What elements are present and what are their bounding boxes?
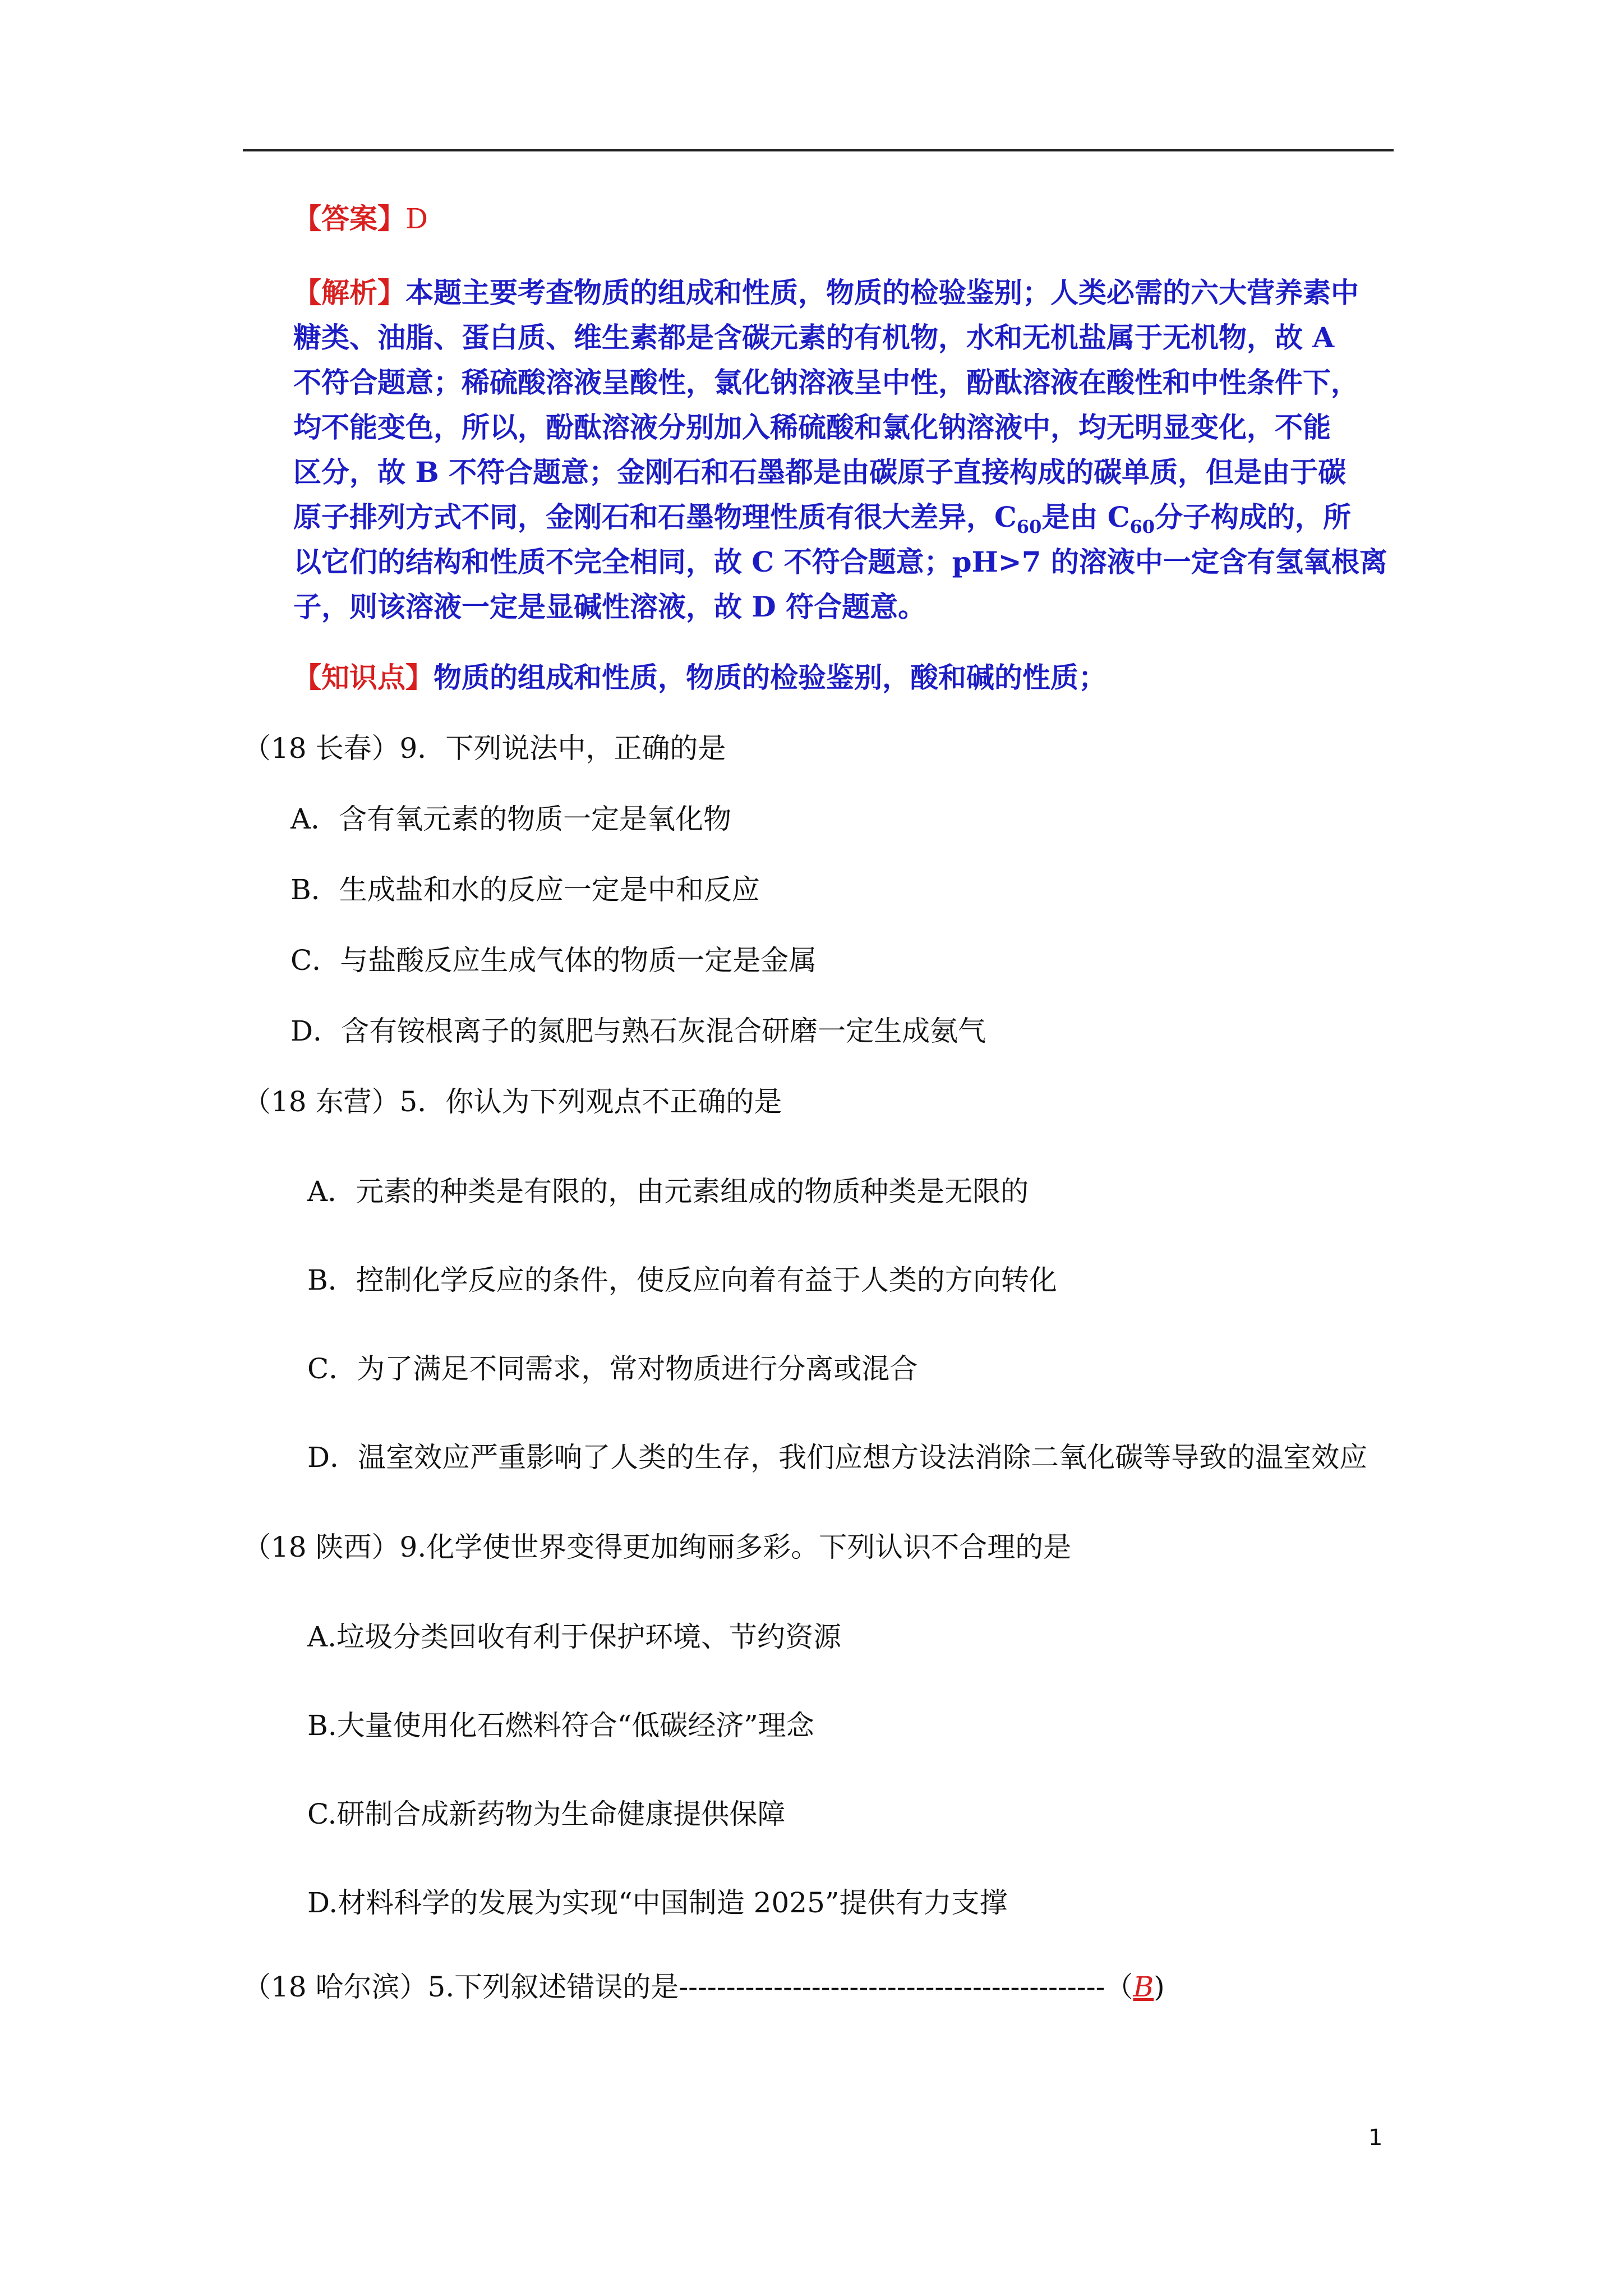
analysis-line-1: 本题主要考查物质的组成和性质，物质的检验鉴别；人类必需的六大营养素中 [405,276,1359,309]
header-rule [243,149,1394,151]
option-b: B．控制化学反应的条件，使反应向着有益于人类的方向转化 [307,1264,1057,1296]
answer-label: 【答案】 [293,202,405,235]
analysis-line-5: 区分，故 B 不符合题意；金刚石和石墨都是由碳原子直接构成的碳单质，但是由于碳 [293,455,1347,489]
option-a: A．含有氧元素的物质一定是氧化物 [291,803,732,835]
option-d: D．含有铵根离子的氮肥与熟石灰混合研磨一定生成氨气 [291,1015,986,1047]
question-stem: （18 东营）5．你认为下列观点不正确的是 [243,1085,782,1118]
analysis-line-6a: 原子排列方式不同，金刚石和石墨物理性质有很大差异，C [293,500,1017,533]
option-b: B.大量使用化石燃料符合“低碳经济”理念 [307,1709,814,1742]
option-c: C.研制合成新药物为生命健康提供保障 [307,1798,786,1830]
analysis-label: 【解析】 [293,276,405,309]
answer-leader-dashes: --------------------------------------------- [679,1971,1105,2003]
option-a: A.垃圾分类回收有利于保护环境、节约资源 [307,1621,842,1653]
analysis-line-6b: 是由 C [1041,500,1130,533]
option-d: D．温室效应严重影响了人类的生存，我们应想方设法消除二氧化碳等导致的温室效应 [307,1441,1368,1474]
paren-close: ) [1154,1971,1165,2003]
analysis-line-6 [293,495,1394,540]
knowledge-point [243,655,1394,700]
analysis-block [243,270,1394,629]
subscript-60: 60 [1129,516,1155,537]
option-c: C．为了满足不同需求，常对物质进行分离或混合 [307,1352,918,1385]
subscript-60: 60 [1016,516,1042,537]
answer-value: D [405,203,428,235]
page-number: 1 [1368,2125,1383,2151]
question-stem: （18 陕西）9.化学使世界变得更加绚丽多彩。下列认识不合理的是 [243,1531,1072,1563]
option-b: B．生成盐和水的反应一定是中和反应 [291,873,760,906]
analysis-line-2: 糖类、油脂、蛋白质、维生素都是含碳元素的有机物，水和无机盐属于无机物，故 A [293,321,1335,354]
paren-open: （ [1105,1971,1133,2003]
question-stem: （18 长春）9．下列说法中，正确的是 [243,732,726,765]
analysis-line-6c: 分子构成的，所 [1155,500,1352,533]
analysis-line-8: 子，则该溶液一定是显碱性溶液，故 D 符合题意。 [293,590,926,623]
question-text: （18 哈尔滨）5.下列叙述错误的是 [243,1971,679,2003]
answer-mark: B [1133,1971,1154,2003]
question-stem [243,1964,1394,2009]
analysis-line-4: 均不能变色，所以，酚酞溶液分别加入稀硫酸和氯化钠溶液中，均无明显变化，不能 [293,411,1331,444]
knowledge-text: 物质的组成和性质，物质的检验鉴别，酸和碱的性质； [434,661,1106,694]
option-d: D.材料科学的发展为实现“中国制造 2025”提供有力支撑 [307,1887,1008,1919]
analysis-line-7: 以它们的结构和性质不完全相同，故 C 不符合题意；pH>7 的溶液中一定含有氢氧根离 [293,545,1387,578]
document-body [243,185,1394,2009]
option-c: C．与盐酸反应生成气体的物质一定是金属 [291,944,817,977]
answer-line [243,196,1394,241]
option-a: A．元素的种类是有限的，由元素组成的物质种类是无限的 [307,1175,1029,1208]
analysis-line-3: 不符合题意；稀硫酸溶液呈酸性，氯化钠溶液呈中性，酚酞溶液在酸性和中性条件下， [293,366,1359,399]
knowledge-label: 【知识点】 [293,661,434,694]
